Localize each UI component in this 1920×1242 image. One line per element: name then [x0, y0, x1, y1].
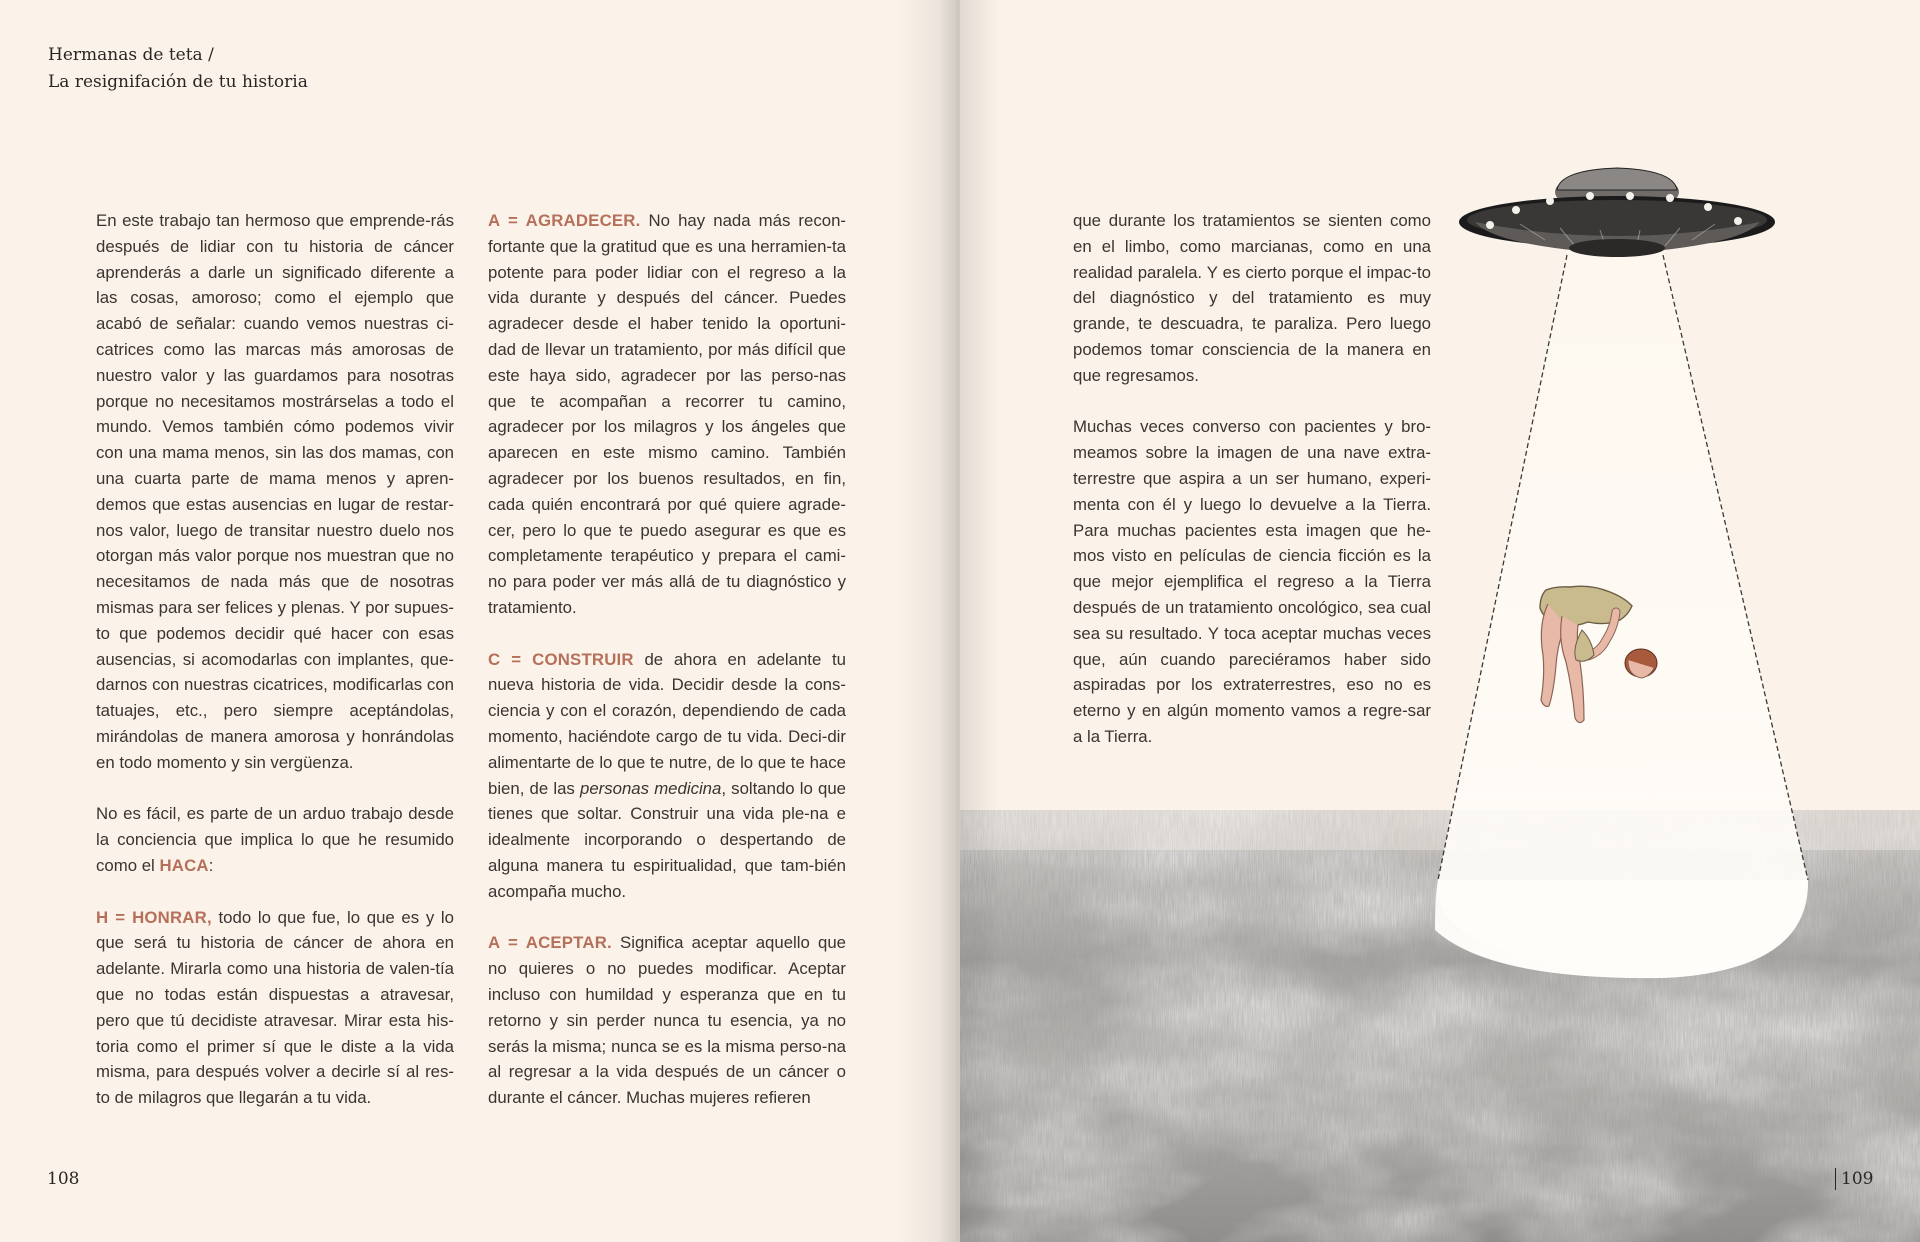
honrar-heading: H = HONRAR, — [96, 907, 212, 927]
gutter-shadow — [896, 0, 956, 1242]
construir-heading: C = CONSTRUIR — [488, 649, 634, 669]
left-page — [0, 0, 956, 1242]
agradecer-heading: A = AGRADECER. — [488, 211, 641, 230]
ufo-icon — [1459, 168, 1775, 257]
text-column-3 — [1073, 208, 1431, 750]
page-number-right: 109 — [1841, 1169, 1874, 1189]
paragraph: Muchas veces converso con pacientes y bro-meamos sobre la imagen de una nave extra-terrestre que aspira a un ser humano, experi-menta con él y luego lo devuelve a la Tierra. Para muchas pacientes esta imagen que he-mos visto en películas de ciencia ficción es la que mejor ejemplifica el regreso a la Tierra después de un tratamiento oncológico, sea cual sea su resultado. Y toca aceptar muchas veces que, aún cuando pareciéramos haber sido aspiradas por los extraterrestres, eso no es eterno y en algún momento vamos a regre-sar a la Tierra. — [1073, 417, 1431, 746]
paragraph-aceptar: A = ACEPTAR. Significa aceptar aquello que no quieres o no puedes modificar. Aceptar incluso con humildad y esperanza que en tu retorno y sin perder nunca tu esencia, ya no serás la misma; nunca se es la misma perso-na al regresar a la vida después de un cáncer o durante el cáncer. Muchas mujeres refieren — [488, 933, 846, 1108]
aceptar-heading: A = ACEPTAR. — [488, 933, 612, 953]
paragraph: En este trabajo tan hermoso que emprende-rás después de lidiar con tu historia de cáncer aprenderás a darle un significado diferente a las cosas, amoroso; como el ejemplo que acabó de señalar: cuando vemos nuestras ci-catrices como las marcas más amorosas de nuestro valor y las guardamos para nosotras porque no necesitamos mostrárselas a todo el mundo. Vemos también cómo podemos vivir con una mama menos, sin las dos mamas, con una cuarta parte de mama menos y apren-demos que estas ausencias en lugar de restar-nos valor, luego de transitar nuestro duelo nos otorgan más valor porque nos muestran que no necesitamos de nada más que de nosotras mismas para ser felices y plenas. Y por supues-to que podemos decidir qué hacer con esas ausencias, si acomodarlas con implantes, que-darnos con nuestras cicatrices, modificarlas con tatuajes, etc., pero siempre aceptándolas, mirándolas de manera amorosa y honrándolas en todo momento y sin vergüenza. — [96, 211, 454, 772]
folio-rule — [1835, 1168, 1836, 1190]
paragraph-honrar: H = HONRAR, todo lo que fue, lo que es y lo que será tu historia de cáncer de ahora en adelante. Mirarla como una historia de valen-tía que no todas están dispuestas a atravesar, pero que tú decidiste atravesar. Mirar esta his-toria como el primer sí que le diste a la vida misma, para después volver a decirle sí al res-to de milagros que llegarán a tu vida. — [96, 907, 454, 1108]
running-head — [48, 42, 308, 96]
running-head-title: Hermanas de teta / — [48, 45, 214, 65]
paragraph-agradecer: A = AGRADECER. No hay nada más recon-fortante que la gratitud que es una herramien-ta potente para poder lidiar con el regreso a la vida durante y después del cáncer. Puedes agradecer desde el haber tenido la oportuni-dad de llevar un tratamiento, por más difícil que este haya sido, agradecer por las perso-nas que te acompañan a recorrer tu camino, agradecer por los milagros y los ángeles que aparecen en este mismo camino. También agradecer por los buenos resultados, en fin, cada quién encontrará por qué quiere agrade-cer, pero lo que te puedo asegurar es que es completamente terapéutico y prepara el cami-no para poder ver más allá de tu diagnóstico y tratamiento. — [488, 211, 846, 617]
paragraph: No es fácil, es parte de un arduo trabajo desde la conciencia que implica lo que he resumido como el HACA: — [96, 804, 454, 875]
running-head-subtitle: La resignifación de tu historia — [48, 72, 308, 92]
text-column-2 — [488, 208, 846, 1111]
page-number-left: 108 — [47, 1169, 80, 1189]
text-column-1 — [96, 208, 454, 1111]
paragraph-construir: C = CONSTRUIR de ahora en adelante tu nueva historia de vida. Decidir desde la cons-ciencia y con el corazón, dependiendo de cada momento, haciéndote cargo de tu vida. Deci-dir alimentarte de lo que te nutre, de lo que te hace bien, de las personas medicina, soltando lo que tienes que soltar. Construir una vida ple-na e idealmente incorporando o despertando de alguna manera tu espiritualidad, que tam-bién acompaña mucho. — [488, 649, 847, 901]
haca-highlight: HACA — [159, 855, 209, 875]
right-page — [960, 0, 1920, 1242]
paragraph: que durante los tratamientos se sienten como en el limbo, como marcianas, como en una realidad paralela. Y es cierto porque el impac-to del diagnóstico y del tratamiento es muy grande, te descuadra, te paraliza. Pero luego podemos tomar consciencia de la manera en que regresamos. — [1073, 211, 1431, 385]
gutter-shadow — [960, 0, 1000, 1242]
